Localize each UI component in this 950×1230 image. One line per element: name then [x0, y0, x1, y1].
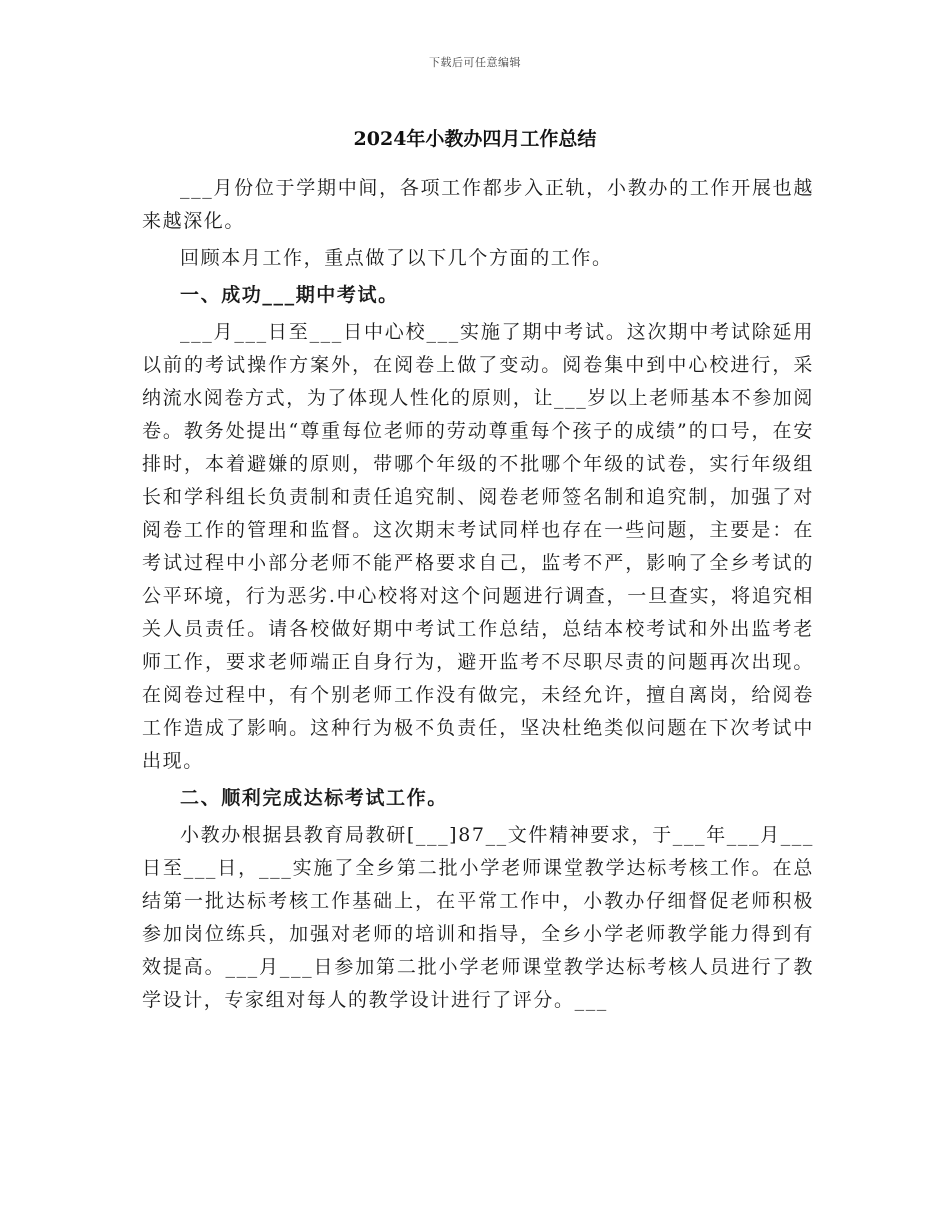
paragraph-intro: ___月份位于学期中间，各项工作都步入正轨，小教办的工作开展也越来越深化。 — [142, 177, 814, 232]
paragraph-review: 回顾本月工作，重点做了以下几个方面的工作。 — [180, 247, 613, 269]
paragraph-section-1: ___月___日至___日中心校___实施了期中考试。这次期中考试除延用以前的考试操作方案外，在阅卷上做了变动。阅卷集中到中心校进行，采纳流水阅卷方式，为了体现人性化的原则，让___岁以上老师基本不参加阅卷。教务处提出“尊重每位老师的劳动尊重每个孩子的成绩”的口号，在安排时，本着避嫌的原则，带哪个年级的不批哪个年级的试卷，实行年级组长和学科组长负责制和责任追究制、阅卷老师签名制和追究制，加强了对阅卷工作的管理和监督。这次期末考试同样也存在一些问题，主要是：在考试过程中小部分老师不能严格要求自己，监考不严，影响了全乡考试的公平环境，行为恶劣.中心校将对这个问题进行调查，一旦查实，将追究相关人员责任。请各校做好期中考试工作总结，总结本校考试和外出监考老师工作，要求老师端正自身行为，避开监考不尽职尽责的问题再次出现。在阅卷过程中，有个别老师工作没有做完，未经允许，擅自离岗，给阅卷工作造成了影响。这种行为极不负责任，坚决杜绝类似问题在下次考试中出现。 — [142, 321, 814, 772]
header-note: 下载后可任意编辑 — [429, 56, 521, 69]
section-heading-2: 二、顺利完成达标考试工作。 — [180, 787, 448, 809]
paragraph-section-2: 小教办根据县教育局教研[___]87__文件精神要求，于___年___月___日至___日，___实施了全乡第二批小学老师课堂教学达标考核工作。在总结第一批达标考核工作基础上，在平常工作中，小教办仔细督促老师积极参加岗位练兵，加强对老师的培训和指导，全乡小学老师教学能力得到有效提高。___月___日参加第二批小学老师课堂教学达标考核人员进行了教学设计，专家组对每人的教学设计进行了评分。___ — [142, 824, 814, 1011]
document-title: 2024年小教办四月工作总结 — [353, 128, 597, 150]
section-heading-1: 一、成功___期中考试。 — [180, 284, 399, 306]
document-body — [142, 172, 814, 1017]
